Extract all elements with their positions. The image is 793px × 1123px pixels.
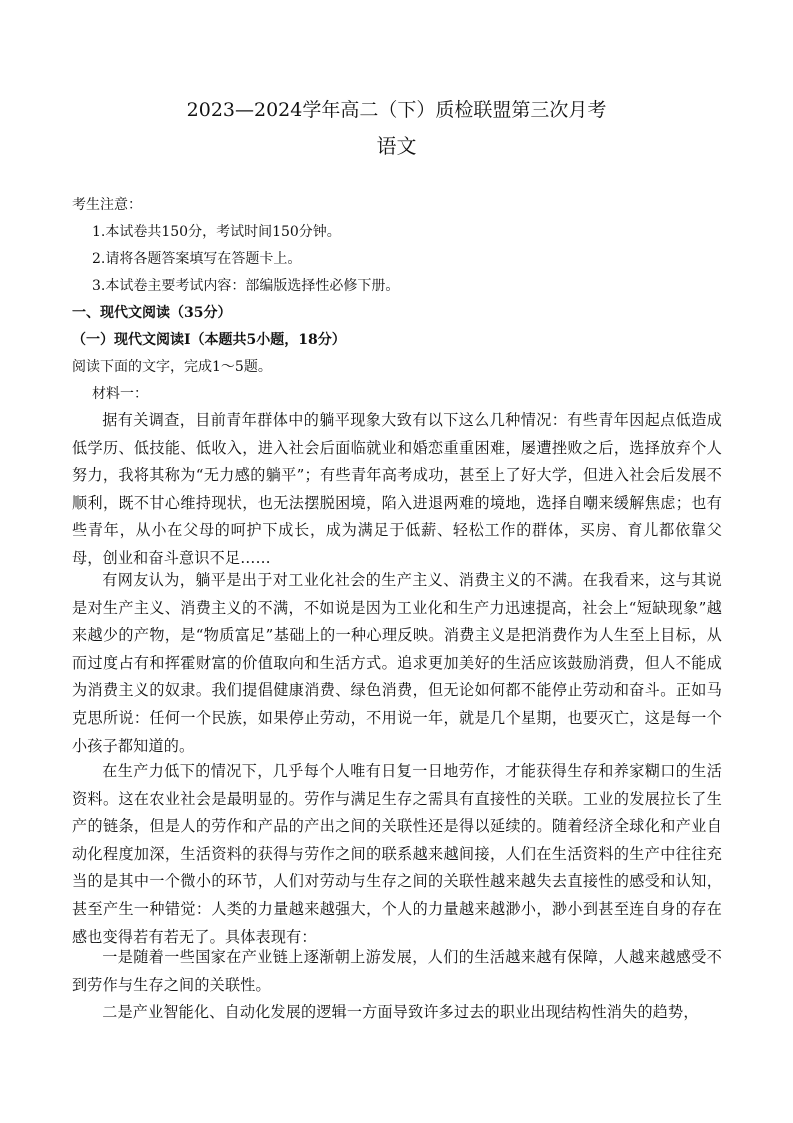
paragraph-2: 有网友认为，躺平是出于对工业化社会的生产主义、消费主义的不满。在我看来，这与其说是对生产主义、消费主义的不满，不如说是因为工业化和生产力迅速提高，社会上“短缺现象”越来越少的产物，是“物质富足”基础上的一种心理反映。消费主义是把消费作为人生至上目标，从而过度占有和挥霍财富的价值取向和生活方式。追求更加美好的生活应该鼓励消费，但人不能成为消费主义的奴隶。我们提倡健康消费、绿色消费，但无论如何都不能停止劳动和奋斗。正如马克思所说：任何一个民族，如果停止劳动，不用说一年，就是几个星期，也要灭亡，这是每一个小孩子都知道的。 <box>72 571 722 755</box>
notice-item-2: 2.请将各题答案填写在答题卡上。 <box>92 251 302 267</box>
notice-item-1: 1.本试卷共150分，考试时间150分钟。 <box>92 224 341 240</box>
section-heading: 一、现代文阅读（35分） <box>72 305 232 321</box>
reading-instruction: 阅读下面的文字，完成1～5题。 <box>72 359 272 375</box>
paragraph-1: 据有关调查，目前青年群体中的躺平现象大致有以下这么几种情况：有些青年因起点低造成低学历、低技能、低收入，进入社会后面临就业和婚恋重重困难，屡遭挫败之后，选择放弃个人努力，我将其称为“无力感的躺平”；有些青年高考成功，甚至上了好大学，但进入社会后发展不顺利，既不甘心维持现状，也无法摆脱困境，陷入进退两难的境地，选择自嘲来缓解焦虑；也有些青年，从小在父母的呵护下成长，成为满足于低薪、轻松工作的群体，买房、育儿都依靠父母，创业和奋斗意识不足…… <box>72 411 722 567</box>
subject-title: 语文 <box>376 134 417 158</box>
paragraph-3: 在生产力低下的情况下，几乎每个人唯有日复一日地劳作，才能获得生存和养家糊口的生活资料。这在农业社会是最明显的。劳作与满足生存之需具有直接性的关联。工业的发展拉长了生产的链条，但是人的劳作和产品的产出之间的关联性还是得以延续的。随着经济全球化和产业自动化程度加深，生活资料的获得与劳作之间的联系越来越间接，人们在生活资料的生产中往往充当的是其中一个微小的环节，人们对劳动与生存之间的关联性越来越失去直接性的感受和认知，甚至产生一种错觉：人类的力量越来越强大，个人的力量越来越渺小，渺小到甚至连自身的存在感也变得若有若无了。具体表现有： <box>72 762 722 946</box>
notice-heading: 考生注意： <box>72 197 142 213</box>
exam-title: 2023—2024学年高二（下）质检联盟第三次月考 <box>186 99 607 121</box>
paragraph-5: 二是产业智能化、自动化发展的逻辑一方面导致许多过去的职业出现结构性消失的趋势， <box>102 1003 699 1021</box>
paragraph-4: 一是随着一些国家在产业链上逐渐朝上游发展，人们的生活越来越有保障，人越来越感受不到劳作与生存之间的关联性。 <box>72 948 722 994</box>
notice-item-3: 3.本试卷主要考试内容：部编版选择性必修下册。 <box>92 278 400 294</box>
material-label: 材料一： <box>92 386 148 402</box>
section-subheading: （一）现代文阅读Ⅰ（本题共5小题，18分） <box>72 332 346 348</box>
